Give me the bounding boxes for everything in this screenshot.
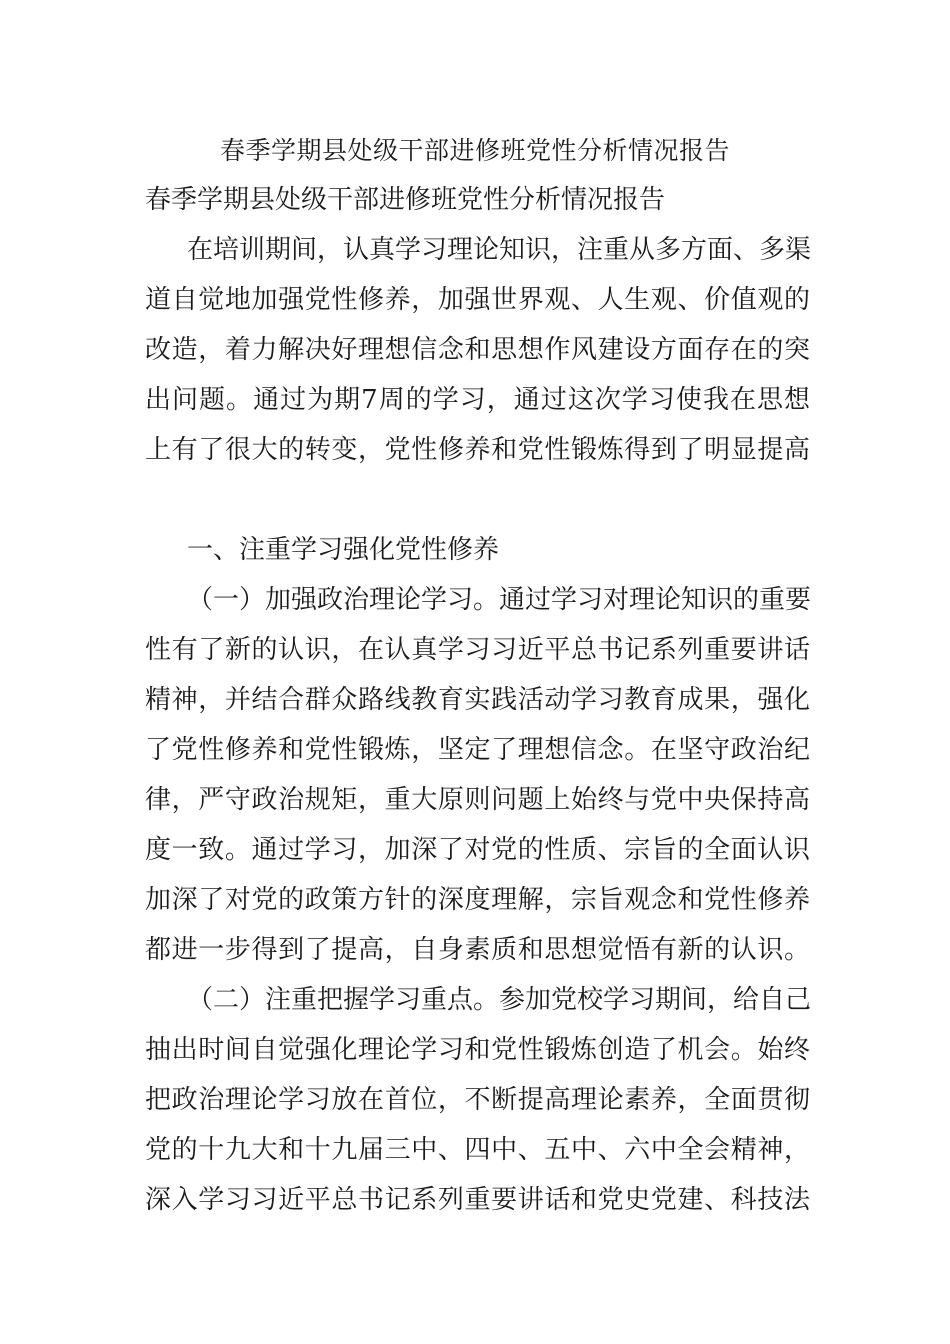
paragraph-line: 加深了对党的政策方针的深度理解，宗旨观念和党性修养 — [145, 885, 810, 915]
paragraph-line: 律，严守政治规矩，重大原则问题上始终与党中央保持高 — [145, 785, 810, 815]
paragraph-line: 精神，并结合群众路线教育实践活动学习教育成果，强化 — [145, 685, 810, 715]
paragraph-line: 道自觉地加强党性修养，加强世界观、人生观、价值观的 — [145, 285, 810, 315]
paragraph-line: 上有了很大的转变，党性修养和党性锻炼得到了明显提高 — [145, 435, 810, 465]
paragraph-line: （二）注重把握学习重点。参加党校学习期间，给自己 — [187, 985, 812, 1015]
document-title: 春季学期县处级干部进修班党性分析情况报告 — [219, 136, 730, 165]
paragraph-line: 性有了新的认识，在认真学习习近平总书记系列重要讲话 — [145, 635, 810, 665]
paragraph-line: 都进一步得到了提高，自身素质和思想觉悟有新的认识。 — [145, 935, 810, 965]
section-heading: 一、注重学习强化党性修养 — [187, 535, 500, 565]
paragraph-line: 在培训期间，认真学习理论知识，注重从多方面、多渠 — [187, 235, 812, 265]
subtitle-line: 春季学期县处级干部进修班党性分析情况报告 — [145, 185, 666, 215]
paragraph-line: 度一致。通过学习，加深了对党的性质、宗旨的全面认识 — [145, 835, 810, 865]
paragraph-line: 把政治理论学习放在首位，不断提高理论素养，全面贯彻 — [145, 1085, 810, 1115]
paragraph-line: 了党性修养和党性锻炼，坚定了理想信念。在坚守政治纪 — [145, 735, 810, 765]
paragraph-line: 抽出时间自觉强化理论学习和党性锻炼创造了机会。始终 — [145, 1035, 810, 1065]
paragraph-line: （一）加强政治理论学习。通过学习对理论知识的重要 — [187, 585, 812, 615]
paragraph-line: 出问题。通过为期7周的学习，通过这次学习使我在思想 — [145, 385, 810, 415]
paragraph-line: 党的十九大和十九届三中、四中、五中、六中全会精神， — [145, 1135, 810, 1165]
paragraph-line: 深入学习习近平总书记系列重要讲话和党史党建、科技法 — [145, 1185, 810, 1215]
paragraph-line: 改造，着力解决好理想信念和思想作风建设方面存在的突 — [145, 335, 810, 365]
